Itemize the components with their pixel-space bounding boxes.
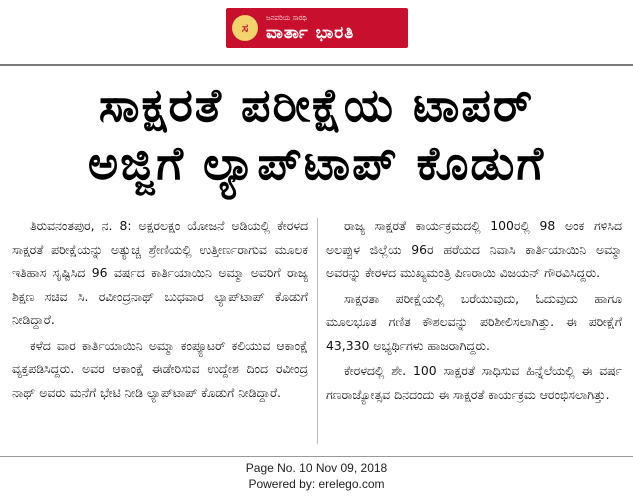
paragraph: ಕಳೆದ ವಾರ ಕಾರ್ತಿಯಾಯಿನಿ ಅಮ್ಮಾ ಕಂಪ್ಯೂಟರ್ ಕಲಿಯುವ ಆಕಾಂಕ್ಷೆ ವ್ಯಕ್ತಪಡಿಸಿದ್ದರು. ಅವರ ಆಕಾಂಕ್ಷೆ ಈಡೇರಿಸುವ ಉದ್ದೇಶ ದಿಂದ ರವೀಂದ್ರ ನಾಥ್ ಅವರು ಮನೆಗೆ ಭೇಟಿ ನೀಡಿ ಲ್ಯಾಪ್‌ಟಾಪ್ ಕೊಡುಗೆ ನೀಡಿದ್ದಾರೆ.	[12, 337, 308, 400]
article-headline	[0, 76, 633, 192]
article-column-right	[326, 214, 622, 446]
logo-emblem-icon: ಸ	[232, 15, 258, 41]
logo-tagline: ಜನಪರಿಯ ಸಾರಥಿ	[266, 13, 307, 22]
logo-text	[266, 15, 354, 42]
top-divider	[0, 64, 633, 66]
page-footer	[0, 460, 633, 492]
logo-name: ವಾರ್ತಾ ಭಾರತಿ	[266, 22, 355, 43]
headline-line-2: ಅಜ್ಜಿಗೆ ಲ್ಯಾಪ್‌ಟಾಪ್ ಕೊಡುಗೆ	[87, 136, 546, 190]
headline-line-1: ಸಾಕ್ಷರತೆ ಪರೀಕ್ಷೆಯ ಟಾಪರ್	[98, 78, 535, 132]
paragraph: ರಾಜ್ಯ ಸಾಕ್ಷರತೆ ಕಾರ್ಯಕ್ರಮದಲ್ಲಿ 100ರಲ್ಲಿ 98 ಅಂಕ ಗಳಿಸಿದ ಅಲಪ್ಪುಳ ಜಿಲ್ಲೆಯ 96ರ ಹರೆಯದ ನಿವಾಸಿ ಕಾರ್ತಿಯಾಯಿನಿ ಅಮ್ಮಾ ಅವರನ್ನು ಕೇರಳದ ಮುಖ್ಯಮಂತ್ರಿ ಪಿಣರಾಯಿ ವಿಜಯನ್ ಗೌರವಿಸಿದ್ದರು.	[326, 218, 622, 280]
paragraph: ಕೇರಳದಲ್ಲಿ ಶೇ. 100 ಸಾಕ್ಷರತೆ ಸಾಧಿಸುವ ಹಿನ್ನೆಲೆಯಲ್ಲಿ ಈ ವರ್ಷ ಗಣರಾಜ್ಯೋತ್ಸವ ದಿನದಂದು ಈ ಸಾಕ್ಷರತೆ ಕಾರ್ಯಕ್ರಮ ಆರಂಭಿಸಲಾಗಿತ್ತು.	[326, 363, 622, 402]
newspaper-logo	[226, 8, 408, 48]
paragraph: ತಿರುವನಂತಪುರ, ನ. 8: ಅಕ್ಷರಲಕ್ಷಂ ಯೋಜನೆ ಅಡಿಯಲ್ಲಿ ಕೇರಳದ ಸಾಕ್ಷರತೆ ಪರೀಕ್ಷೆಯನ್ನು ಅತ್ಯುಚ್ಚ ಶ್ರೇಣಿಯಲ್ಲಿ ಉತ್ತೀರ್ಣರಾಗುವ ಮೂಲಕ ಇತಿಹಾಸ ಸೃಷ್ಟಿಸಿದ 96 ವರ್ಷದ ಕಾರ್ತಿಯಾಯಿನಿ ಅಮ್ಮಾ ಅವರಿಗೆ ರಾಜ್ಯ ಶಿಕ್ಷಣ ಸಚಿವ ಸಿ. ರವೀಂದ್ರನಾಥ್ ಬುಧವಾರ ಲ್ಯಾಪ್‌ಟಾಪ್ ಕೊಡುಗೆ ನೀಡಿದ್ದಾರೆ.	[12, 218, 308, 327]
powered-by-link[interactable]: Powered by: erelego.com	[248, 477, 385, 491]
column-divider	[317, 218, 318, 444]
paragraph: ಸಾಕ್ಷರತಾ ಪರೀಕ್ಷೆಯಲ್ಲಿ ಬರೆಯುವುದು, ಓದುವುದು ಹಾಗೂ ಮೂಲಭೂತ ಗಣಿತ ಕೌಶಲವನ್ನು ಪರಿಶೀಲಿಸಲಾಗಿತ್ತು. ಈ ಪರೀಕ್ಷೆಗೆ 43,330 ಅಭ್ಯರ್ಥಿಗಳು ಹಾಜರಾಗಿದ್ದರು.	[326, 290, 622, 353]
masthead	[0, 0, 633, 64]
page-info: Page No. 10 Nov 09, 2018	[245, 461, 388, 475]
article-body	[12, 214, 622, 446]
bottom-divider	[0, 456, 633, 457]
article-column-left	[12, 214, 308, 446]
